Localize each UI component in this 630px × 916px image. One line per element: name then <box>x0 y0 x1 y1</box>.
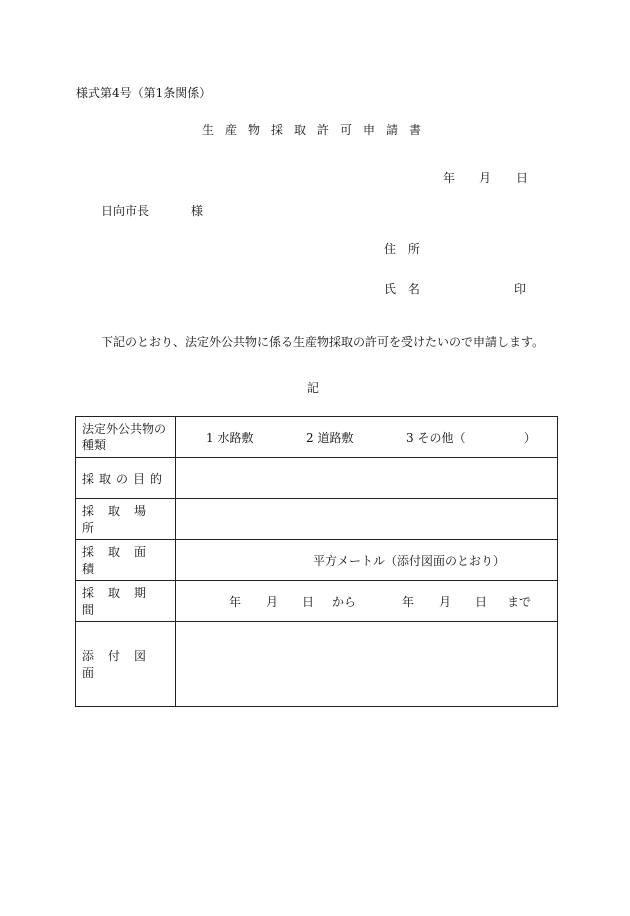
addressee-suffix: 様 <box>191 204 204 218</box>
purpose-value <box>176 458 558 499</box>
period-end-year: 年 <box>402 594 415 609</box>
attachment-value <box>176 622 558 707</box>
type-label: 法定外公共物の種類 <box>76 417 176 458</box>
addressee-name: 日向市長 <box>101 204 150 218</box>
area-value: 平方メートル（添付図面のとおり） <box>176 540 558 581</box>
period-label-text: 採取期間 <box>82 586 161 617</box>
seal-mark: 印 <box>514 282 527 296</box>
attachment-label <box>76 622 176 707</box>
attachment-label-text: 添付図面 <box>82 649 161 680</box>
date-line <box>443 169 528 186</box>
place-value <box>176 499 558 540</box>
table-row <box>76 417 558 458</box>
lead-text: 下記のとおり、法定外公共物に係る生産物採取の許可を受けたいので申請します。 <box>101 335 545 349</box>
table-row <box>76 581 558 622</box>
period-from: から <box>332 594 357 609</box>
document-title: 生産物採取許可申請書 <box>202 123 433 137</box>
type-option-other: 3 その他（ <box>406 430 466 445</box>
addressee <box>101 202 203 219</box>
period-label <box>76 581 176 622</box>
period-start-day: 日 <box>302 594 315 609</box>
purpose-label <box>76 458 176 499</box>
date-year: 年 <box>443 171 456 185</box>
type-option-road: 2 道路敷 <box>306 430 354 445</box>
period-value <box>176 581 558 622</box>
type-option-list <box>206 431 536 445</box>
application-table <box>75 416 558 707</box>
place-label <box>76 499 176 540</box>
applicant-address-label: 住 所 <box>384 242 424 256</box>
type-option-water: 1 水路敷 <box>206 430 254 445</box>
purpose-label-text: 採取の目的 <box>82 471 168 486</box>
period-end-day: 日 <box>475 594 488 609</box>
type-option-close: ） <box>524 430 537 445</box>
period-start-month: 月 <box>266 594 279 609</box>
table-row <box>76 458 558 499</box>
period-start-year: 年 <box>229 594 242 609</box>
table-row <box>76 540 558 581</box>
place-label-text: 採取場所 <box>82 504 161 535</box>
ki-heading: 記 <box>307 381 320 395</box>
area-label <box>76 540 176 581</box>
period-end-month: 月 <box>439 594 452 609</box>
table-row <box>76 499 558 540</box>
date-month: 月 <box>479 171 492 185</box>
form-number: 様式第4号（第1条関係） <box>76 86 212 100</box>
area-label-text: 採取面積 <box>82 545 161 576</box>
applicant-name-label: 氏 名 <box>384 282 424 296</box>
type-options <box>176 417 558 458</box>
period-until: まで <box>507 594 532 609</box>
table-row <box>76 622 558 707</box>
date-day: 日 <box>516 171 529 185</box>
